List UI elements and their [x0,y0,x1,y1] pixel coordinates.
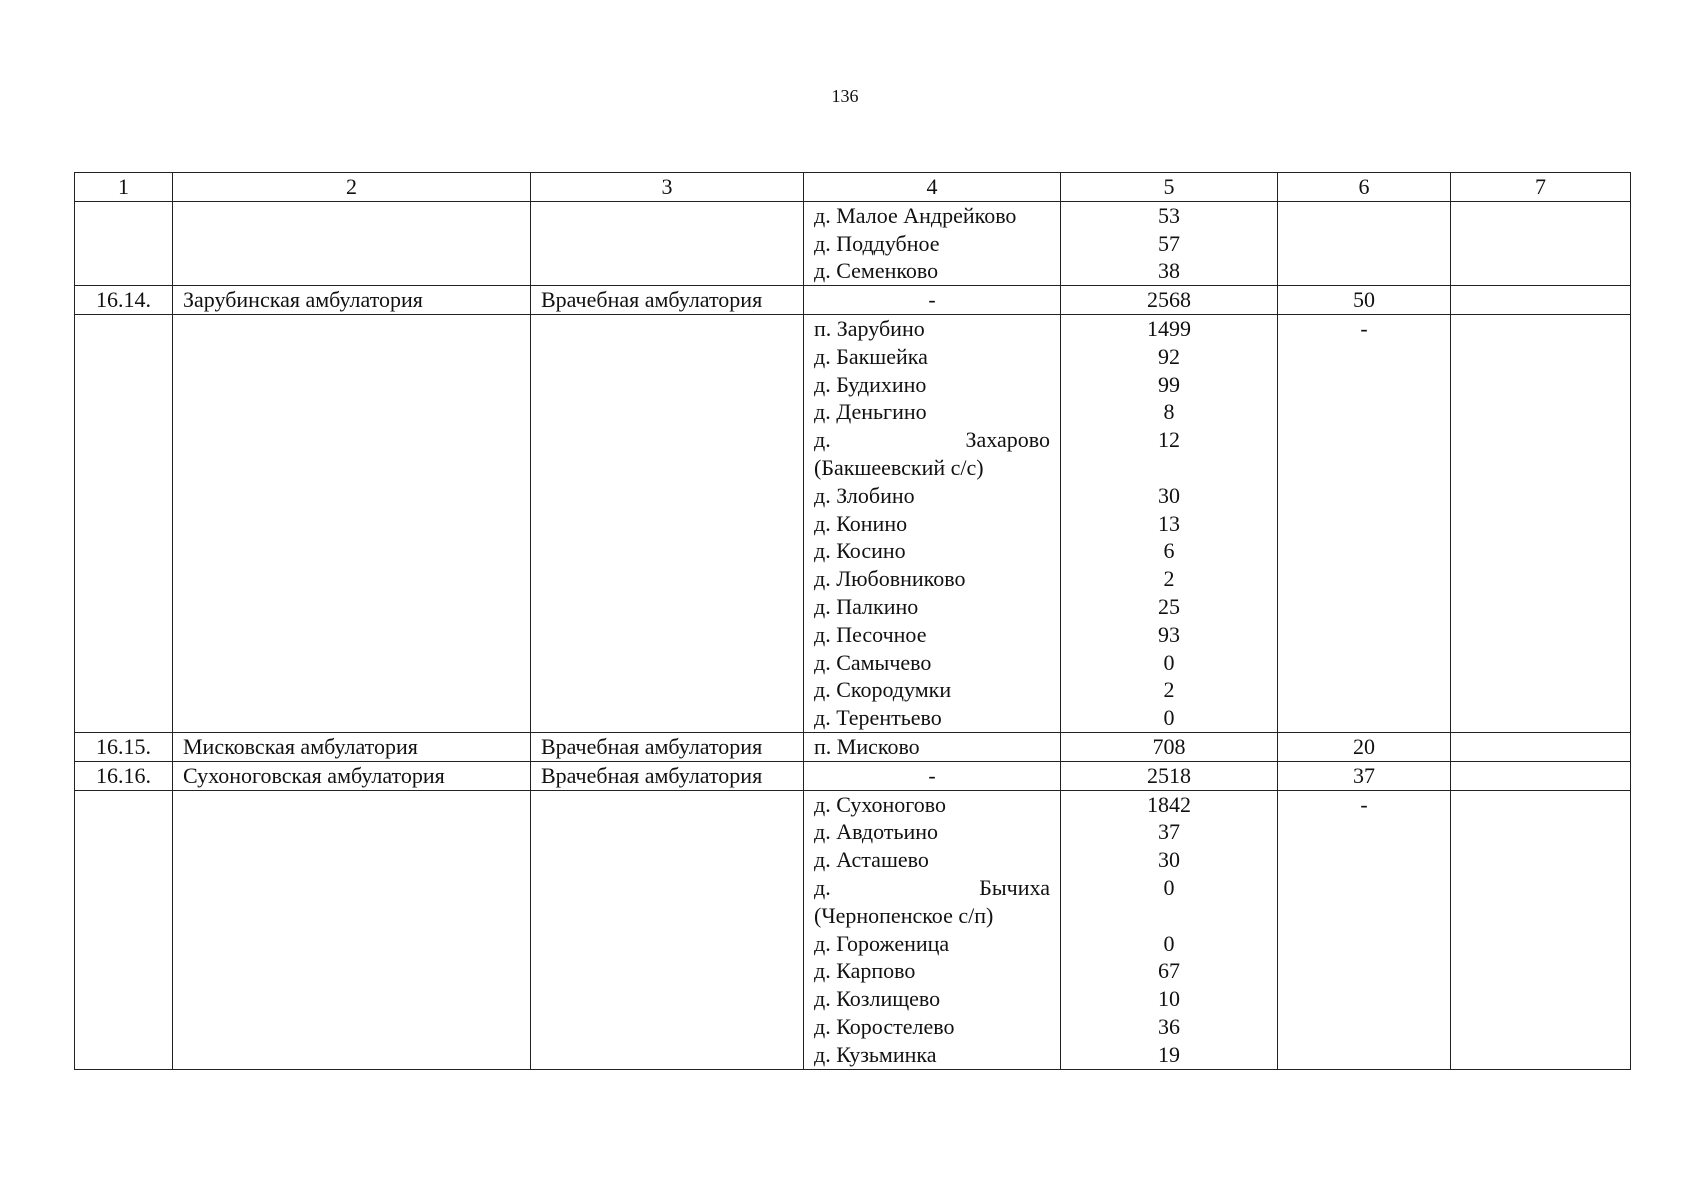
settlement-name: д. Коростелево [814,1013,955,1039]
settlement-name: - [804,761,1061,790]
settlement-name: д. Кузьминка [814,1041,937,1067]
column-header-1: 1 [75,173,173,202]
settlement-name-part: д. Захарово [814,427,1050,453]
column-header-4: 4 [804,173,1061,202]
population-value: 93 [1158,621,1180,647]
population-value: 37 [1158,819,1180,845]
settlement-name: д. Сухоногово [814,791,946,817]
settlement-name: д. Поддубное [814,230,940,256]
facility-name [173,201,531,285]
facility-name: Мисковская амбулатория [173,732,531,761]
column-header-7: 7 [1451,173,1631,202]
population-value: 57 [1158,230,1180,256]
column-6-value [1278,201,1451,285]
column-6-value: 50 [1278,286,1451,315]
population-value: 99 [1158,371,1180,397]
population-value: 38 [1158,258,1180,284]
column-7-value [1451,286,1631,315]
settlement-name: д. Бакшейка [814,343,928,369]
settlements-table [74,172,1631,1070]
settlement-name-part: д. Бычиха [814,874,1050,900]
settlement-name: д. Песочное [814,621,927,647]
row-number: 16.15. [75,732,173,761]
settlement-name: п. Мисково [804,732,1061,761]
settlement-name-part: (Бакшеевский с/с) [814,454,984,480]
settlement-name: д. Самычево [814,649,932,675]
population-value: 0 [1163,930,1175,956]
settlement-list [804,314,1061,732]
population-value: 30 [1158,482,1180,508]
settlement-name: - [804,286,1061,315]
settlement-name: д. Авдотьино [814,819,939,845]
column-header-3: 3 [531,173,804,202]
population-total: 2568 [1061,286,1278,315]
settlement-name-part: (Чернопенское с/п) [814,902,994,928]
population-value: 25 [1158,593,1180,619]
population-list [1061,314,1278,732]
row-number: 16.16. [75,761,173,790]
header-row [75,173,1631,202]
population-value: 708 [1061,732,1278,761]
settlement-name: д. Терентьево [814,705,942,731]
settlement-name: д. Малое Андрейково [814,202,1017,228]
population-value: 6 [1163,538,1175,564]
column-6-value: - [1278,314,1451,732]
settlement-name: п. Зарубино [814,315,925,341]
row-number: 16.14. [75,286,173,315]
population-value: 0 [1163,705,1175,731]
table-row [75,201,1631,285]
facility-name: Сухоноговская амбулатория [173,761,531,790]
population-value: 92 [1158,343,1180,369]
population-value: 19 [1158,1041,1180,1067]
table-row [75,790,1631,1069]
population-value: 8 [1163,399,1175,425]
settlement-name: д. Деньгино [814,399,927,425]
column-header-5: 5 [1061,173,1278,202]
population-value: 53 [1158,202,1180,228]
settlement-name: д. Палкино [814,593,919,619]
settlement-name: д. Злобино [814,482,915,508]
population-value: 12 [1158,427,1180,453]
settlement-list [804,201,1061,285]
column-header-6: 6 [1278,173,1451,202]
settlement-name: д. Семенково [814,258,939,284]
facility-type: Врачебная амбулатория [531,286,804,315]
settlement-name: д. Асташево [814,847,929,873]
facility-type [531,201,804,285]
population-total: 2518 [1061,761,1278,790]
population-value: 36 [1158,1013,1180,1039]
column-header-2: 2 [173,173,531,202]
settlement-list [804,790,1061,1069]
population-value: 30 [1158,847,1180,873]
population-list [1061,790,1278,1069]
column-6-value: 20 [1278,732,1451,761]
population-value: 1842 [1147,791,1191,817]
column-6-value: 37 [1278,761,1451,790]
settlement-name: д. Любовниково [814,566,966,592]
table-row [75,732,1631,761]
settlement-name: д. Скородумки [814,677,952,703]
population-value: 13 [1158,510,1180,536]
facility-type: Врачебная амбулатория [531,732,804,761]
settlement-name: д. Карпово [814,958,916,984]
population-value: 1499 [1147,315,1191,341]
settlement-name: д. Козлищево [814,986,941,1012]
facility-type: Врачебная амбулатория [531,761,804,790]
settlement-name: д. Косино [814,538,906,564]
population-value: 2 [1163,677,1175,703]
settlement-name: д. Конино [814,510,908,536]
population-value: 0 [1163,649,1175,675]
facility-name: Зарубинская амбулатория [173,286,531,315]
column-6-value: - [1278,790,1451,1069]
population-value: 2 [1163,566,1175,592]
table-row [75,314,1631,732]
settlement-name: д. Будихино [814,371,927,397]
population-value: 0 [1163,874,1175,900]
settlement-name: д. Гороженица [814,930,950,956]
population-value: 67 [1158,958,1180,984]
population-list [1061,201,1278,285]
column-7-value [1451,201,1631,285]
page-number: 136 [831,86,859,106]
population-value: 10 [1158,986,1180,1012]
table-row [75,761,1631,790]
row-number [75,201,173,285]
table-row [75,286,1631,315]
